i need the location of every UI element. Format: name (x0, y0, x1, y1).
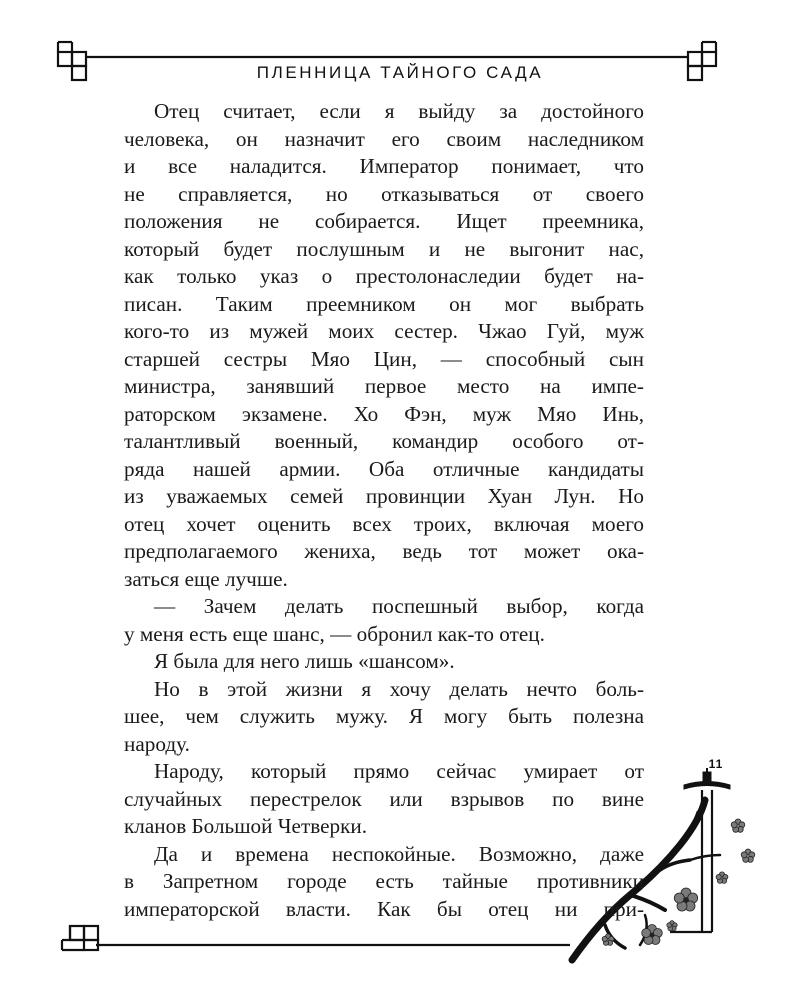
text-line: как только указ о престолонаследии будет на- (124, 264, 644, 288)
blossom-small-2-icon (741, 849, 755, 862)
text-line: кого-то из мужей моих сестер. Чжао Гуй, муж (124, 319, 644, 343)
text-line: в Запретном городе есть тайные противники (124, 869, 644, 893)
blossom-small-3-icon (716, 872, 728, 884)
text-line: Я была для него лишь «шансом». (154, 649, 455, 673)
blossom-large-2-icon (642, 925, 663, 945)
text-line: народу. (124, 731, 190, 756)
text-line: случайных перестрелок или взрывов по вине (124, 786, 644, 811)
text-line: человека, он назначит его своим наследником (124, 126, 644, 151)
text-line: министра, занявший первое место на импе- (124, 374, 644, 398)
text-line: заться еще лучше. (124, 566, 288, 591)
text-line: Отец считает, если я выйду за достойного (154, 99, 644, 123)
text-line: положения не собирается. Ищет преемника, (124, 209, 644, 233)
text-line: предполагаемого жениха, ведь тот может ока- (124, 539, 644, 563)
text-line: Народу, который прямо сейчас умирает от (154, 759, 644, 783)
blossom-small-5-icon (667, 921, 677, 931)
text-line: отец хочет оценить всех троих, включая моего (124, 511, 644, 536)
text-line: у меня есть еще шанс, — обронил как-то отец. (124, 621, 545, 646)
fret-ornament-bottom-left-icon (62, 926, 98, 950)
text-line: шее, чем служить мужу. Я могу быть полезна (124, 704, 644, 728)
text-line: талантливый военный, командир особого от- (124, 429, 644, 453)
text-line: писан. Таким преемником он мог выбрать (124, 291, 644, 316)
text-line: Но в этой жизни я хочу делать нечто боль- (154, 676, 644, 701)
blossom-small-1-icon (731, 819, 745, 832)
blossom-large-1-icon (674, 888, 697, 911)
running-head: ПЛЕННИЦА ТАЙНОГО САДА (256, 63, 544, 82)
text-line: и все наладится. Император понимает, что (124, 154, 644, 178)
page-number: 11 (708, 757, 724, 771)
text-line: раторском экзамене. Хо Фэн, муж Мяо Инь, (124, 401, 644, 426)
text-line: не справляется, но отказываться от своего (124, 181, 644, 206)
text-line: ряда нашей армии. Оба отличные кандидаты (124, 456, 644, 481)
text-line: который будет послушным и не выгонит нас, (124, 236, 644, 261)
text-line: Да и времена неспокойные. Возможно, даже (154, 841, 644, 866)
body-text (124, 98, 644, 923)
text-line: — Зачем делать поспешный выбор, когда (154, 594, 644, 618)
text-line: императорской власти. Как бы отец ни при- (124, 896, 644, 921)
text-line: старшей сестры Мяо Цин, — способный сын (124, 346, 644, 371)
text-line: из уважаемых семей провинции Хуан Лун. Но (124, 484, 644, 508)
pagoda-roof-icon (684, 768, 730, 789)
text-line: кланов Большой Четверки. (124, 814, 368, 838)
